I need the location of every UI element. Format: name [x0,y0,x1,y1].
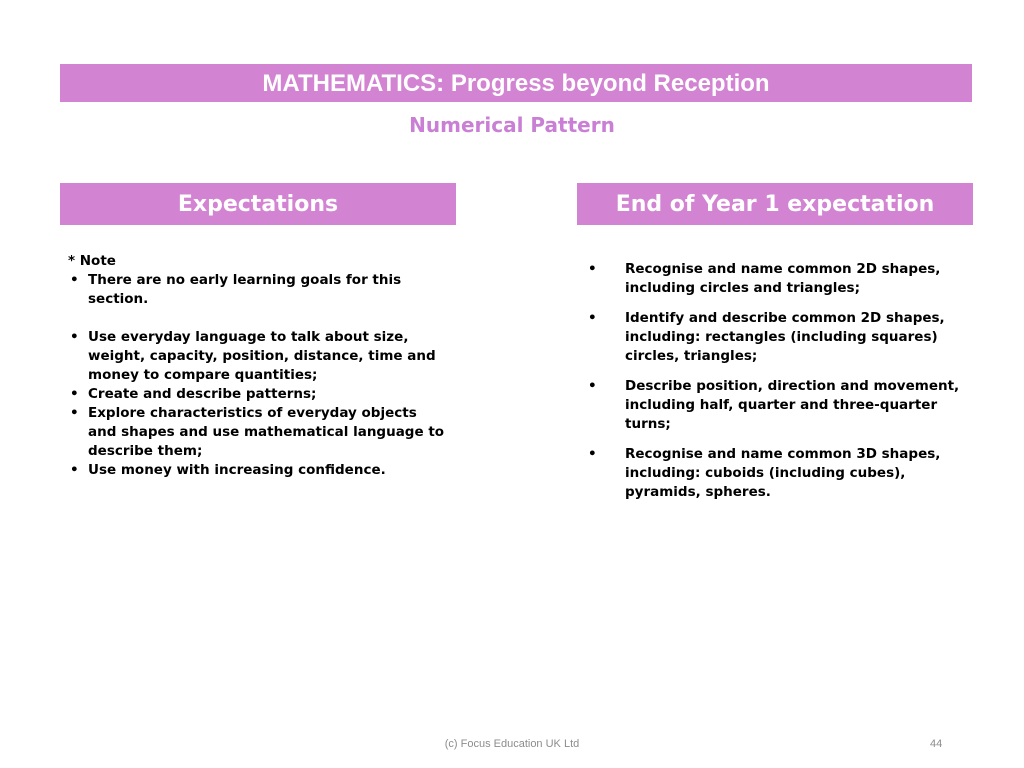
list-item: • Recognise and name common 3D shapes, including: cuboids (including cubes), pyramids, spheres. [588,445,968,502]
expectations-list [68,328,448,480]
list-item: • Recognise and name common 2D shapes, including circles and triangles; [588,260,968,298]
year1-list [588,260,968,502]
list-item: • Use money with increasing confidence. [68,461,448,480]
list-item: • Describe position, direction and movement, including half, quarter and three-quarter turns; [588,377,968,434]
list-item: • Use everyday language to talk about size, weight, capacity, position, distance, time and money to compare quantities; [68,328,448,385]
page-title: MATHEMATICS: Progress beyond Reception [60,64,972,102]
note-list [68,271,448,309]
expectations-panel [68,252,448,480]
list-item: • Identify and describe common 2D shapes, including: rectangles (including squares) circles, triangles; [588,309,968,366]
note-item: • There are no early learning goals for this section. [68,271,448,309]
expectations-heading: Expectations [60,183,456,225]
year1-expectation-heading: End of Year 1 expectation [577,183,973,225]
list-item: • Create and describe patterns; [68,385,448,404]
page-subtitle: Numerical Pattern [409,113,615,137]
note-label: * Note [68,253,116,269]
copyright-footer: (c) Focus Education UK Ltd [444,738,580,750]
page-number: 44 [930,738,943,750]
year1-expectation-panel [588,260,968,513]
list-item: • Explore characteristics of everyday objects and shapes and use mathematical language to describe them; [68,404,448,461]
